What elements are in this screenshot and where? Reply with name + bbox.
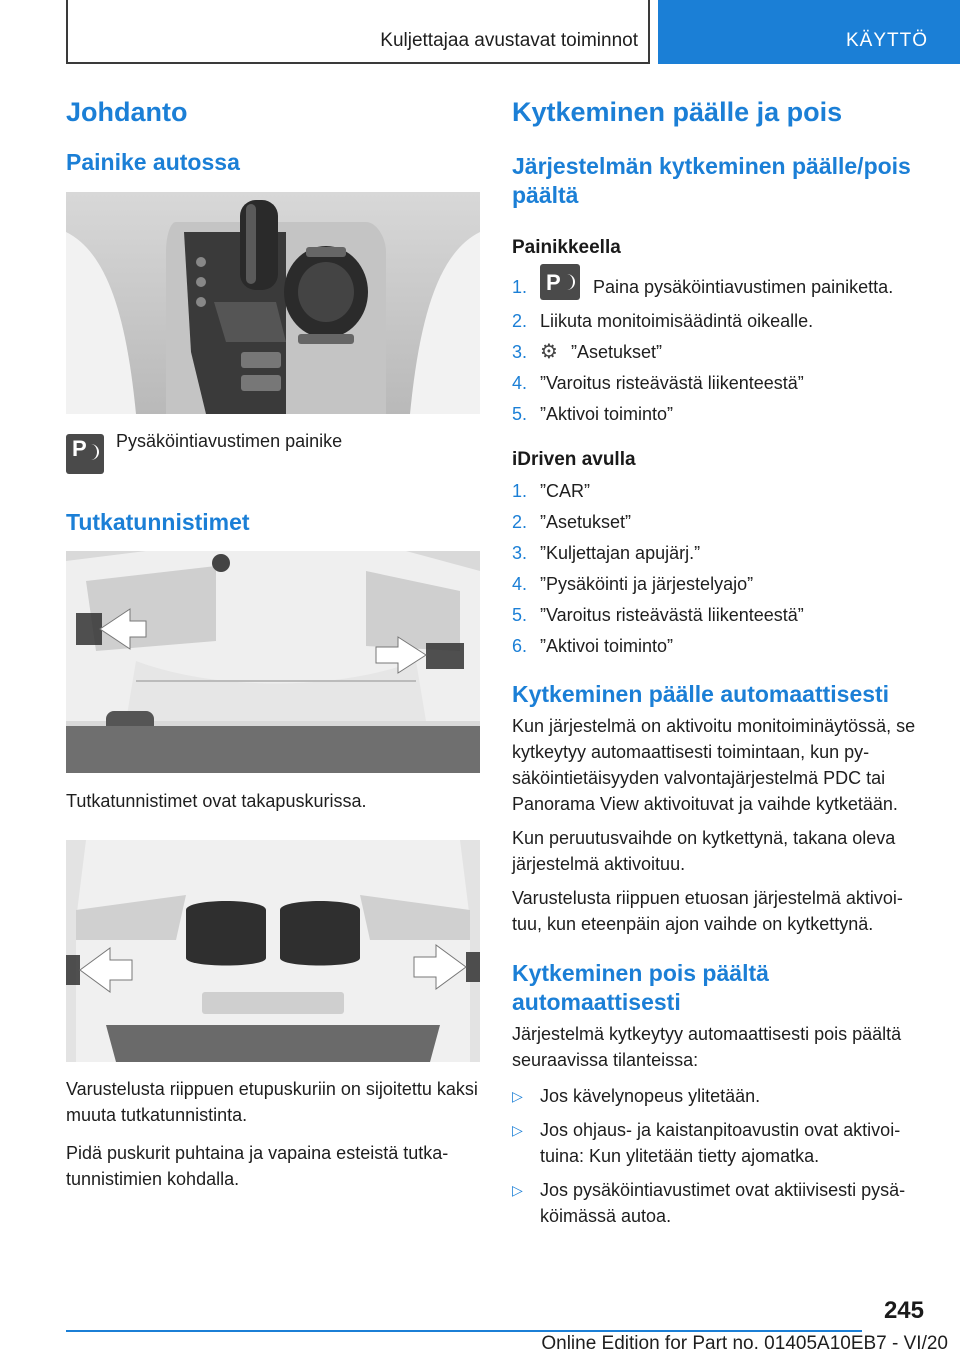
- list-item: 2. Liikuta monitoimisäädintä oikealle.: [512, 311, 814, 332]
- button-steps-list: [512, 270, 932, 430]
- section-heading-on-off: Kytkeminen päälle ja pois: [512, 97, 843, 127]
- list-item: 4. ”Pysäköinti ja järjestelyajo”: [512, 574, 754, 595]
- clean-sensors-note: Pidä puskurit puhtaina ja vapaina esteistä tutka-tunnistimien kohdalla.: [66, 1143, 449, 1189]
- list-item: ▷ Jos kävelynopeus ylitetään.: [512, 1083, 932, 1109]
- button-caption: Pysäköintiavustimen painike: [116, 431, 343, 451]
- right-column: [512, 96, 932, 1237]
- auto-off-list: [512, 1083, 932, 1229]
- front-sensors-illustration: [66, 840, 480, 1062]
- left-column: [66, 96, 480, 1192]
- heading-via-idrive: iDriven avulla: [512, 449, 636, 471]
- rear-bumper-photo: [66, 551, 480, 773]
- chapter-title: KÄYTTÖ: [845, 30, 928, 51]
- park-assist-icon: [66, 434, 104, 474]
- chapter-tab: [658, 0, 960, 64]
- list-item: 5. ”Aktivoi toiminto”: [512, 404, 674, 425]
- heading-via-button: Painikkeella: [512, 237, 621, 258]
- list-item: 3. ⚙ ”Asetukset”: [512, 337, 932, 368]
- interior-console-photo: [66, 192, 480, 414]
- section-tab: [66, 0, 650, 64]
- rear-sensors-illustration: [66, 551, 480, 773]
- list-item: ▷ Jos pysäköintiavustimet ovat aktiivisesti pysä-köimässä autoa.: [512, 1177, 932, 1229]
- page-number: 245: [883, 1297, 924, 1324]
- park-assist-icon: P: [540, 264, 580, 300]
- list-item: ▷ Jos ohjaus- ja kaistanpitoavustin ovat aktivoi-tuina: Kun ylitetään tietty ajomatka.: [512, 1117, 932, 1169]
- page-header: [66, 0, 960, 64]
- list-item: 2. ”Asetukset”: [512, 512, 632, 533]
- auto-on-paragraph-2: Kun peruutusvaihde on kytkettynä, takana oleva järjestelmä aktivoituu.: [512, 828, 896, 875]
- subheading-auto-off: Kytkeminen pois päältä automaattisesti: [512, 960, 769, 1016]
- triangle-bullet-icon: ▷: [512, 1088, 523, 1105]
- auto-off-intro: Järjestelmä kytkeytyy automaattisesti pois päältä seuraavissa tilanteissa:: [512, 1024, 902, 1071]
- park-assist-icon-letter: P: [72, 436, 87, 461]
- section-heading-johdanto: Johdanto: [66, 97, 188, 127]
- list-item: 6. ”Aktivoi toiminto”: [512, 636, 674, 657]
- subheading-system-on-off: Järjestelmän kytkeminen päälle/pois päältä: [512, 153, 911, 208]
- list-item: 1. P Paina pysäköintiavustimen painiketta.: [512, 270, 932, 306]
- gear-icon: ⚙: [540, 341, 558, 364]
- section-title: Kuljettajaa avustavat toiminnot: [380, 30, 638, 51]
- front-bumper-photo: [66, 840, 480, 1062]
- button-caption-row: [66, 431, 480, 476]
- list-item: 4. ”Varoitus risteävästä liikenteestä”: [512, 373, 804, 394]
- front-sensors-caption: Varustelusta riippuen etupuskuriin on sijoitettu kaksi muuta tutkatunnistinta.: [66, 1079, 478, 1125]
- subheading-sensors: Tutkatunnistimet: [66, 509, 250, 535]
- list-item: 1. ”CAR”: [512, 481, 590, 502]
- edition-note: Online Edition for Part no. 01405A10EB7 - VI/20: [541, 1333, 948, 1354]
- auto-on-paragraph-1: Kun järjestelmä on aktivoitu monitoiminäytössä, se kytkeytyy automaattisesti toimintaan, kun py-säköintietäisyyden valvontajärjestelmä PDC tai Panorama View aktivoituvat ja vaihde kytketään.: [512, 716, 916, 815]
- list-item: 5. ”Varoitus risteävästä liikenteestä”: [512, 605, 804, 626]
- triangle-bullet-icon: ▷: [512, 1182, 523, 1199]
- list-item: 3. ”Kuljettajan apujärj.”: [512, 543, 701, 564]
- console-illustration: [66, 192, 480, 414]
- triangle-bullet-icon: ▷: [512, 1122, 523, 1139]
- auto-on-paragraph-3: Varustelusta riippuen etuosan järjestelmä aktivoi-tuu, kun eteenpäin ajon vaihde on kytkettynä.: [512, 888, 903, 935]
- idrive-steps-list: [512, 476, 932, 662]
- rear-sensors-caption: Tutkatunnistimet ovat takapuskurissa.: [66, 791, 367, 811]
- footer-divider: [66, 1330, 862, 1332]
- subheading-button: Painike autossa: [66, 149, 240, 175]
- subheading-auto-on: Kytkeminen päälle automaattisesti: [512, 681, 890, 708]
